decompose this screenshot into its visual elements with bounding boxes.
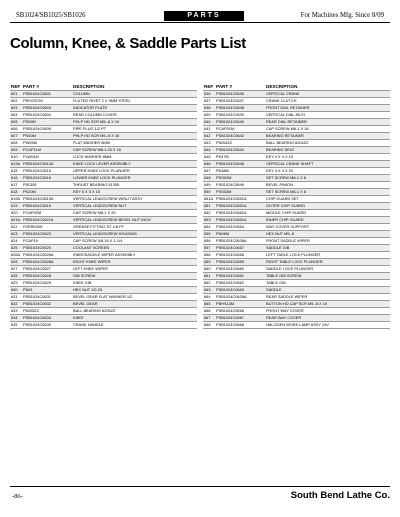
ref-cell: 616 <box>10 175 22 182</box>
part-number-cell: P51305 <box>22 182 72 189</box>
description-cell: LOCK WASHER 8MM <box>72 154 197 161</box>
ref-cell: 645 <box>203 154 215 161</box>
ref-column-header: REF <box>11 84 21 89</box>
description-cell: TABLE GIB <box>265 280 390 287</box>
table-row <box>10 189 197 196</box>
description-column-header: DESCRIPTION <box>266 84 298 89</box>
ref-cell: 654 <box>203 224 215 231</box>
description-cell: OUTER CHIP GUARD <box>265 203 390 210</box>
description-cell: HEX NUT 1/2-20 <box>72 287 197 294</box>
description-cell: VERTICAL CRANK <box>265 91 390 98</box>
table-row <box>10 210 197 217</box>
description-cell: FLAT WASHER 6MM <box>72 140 197 147</box>
part-number-cell: PSB1024C0629 <box>22 280 72 287</box>
table-row <box>203 133 390 140</box>
description-cell: CAP SCREW M8-1.25 X 16 <box>72 147 197 154</box>
description-cell: REAR DIAL RETAINER <box>265 119 390 126</box>
description-column-header: DESCRIPTION <box>73 84 105 89</box>
ref-cell: 630 <box>10 287 22 294</box>
part-column-header: PART # <box>23 84 39 89</box>
ref-cell: 642 <box>203 133 215 140</box>
part-number-cell: PSB1024C0651A <box>215 217 265 224</box>
ref-cell: 648 <box>203 175 215 182</box>
footer-divider <box>10 486 390 487</box>
description-cell: REAR WAY COVER <box>265 315 390 322</box>
table-row <box>203 112 390 119</box>
section-tab: PARTS <box>164 11 244 21</box>
part-number-cell: PSB1024C0616 <box>22 175 72 182</box>
description-cell: BUTTON HD CAP SCR M5-.8 X 15 <box>265 301 390 308</box>
part-number-cell: PSB1024C0621A <box>22 217 72 224</box>
part-number-cell: PSB1024C0632 <box>22 301 72 308</box>
ref-cell: 665 <box>203 301 215 308</box>
part-number-cell: PSS03M <box>215 189 265 196</box>
table-row <box>203 210 390 217</box>
description-cell: CRANK CLUTCH <box>265 98 390 105</box>
parts-table-left <box>10 84 197 329</box>
table-row <box>203 308 390 315</box>
part-number-cell: PSB1024C0604 <box>22 112 72 119</box>
table-row <box>203 189 390 196</box>
ref-cell: 623 <box>10 231 22 238</box>
page-header <box>10 11 390 21</box>
ref-cell: 661 <box>203 273 215 280</box>
part-number-cell: PN06M <box>215 231 265 238</box>
part-column-header: PART # <box>216 84 232 89</box>
ref-cell: 624 <box>10 238 22 245</box>
ref-cell: 663 <box>203 287 215 294</box>
ref-cell: 628 <box>10 273 22 280</box>
table-row <box>10 252 197 259</box>
table-row <box>203 98 390 105</box>
ref-cell: 606 <box>10 126 22 133</box>
table-row <box>203 147 390 154</box>
table-row <box>10 217 197 224</box>
table-row <box>203 315 390 322</box>
description-cell: VERTICAL LEADSCREW W/NUT ASSY <box>72 196 197 203</box>
part-number-cell: PSB1024C0660 <box>215 266 265 273</box>
table-row <box>10 196 197 203</box>
part-number-cell: P6205ZZ <box>22 308 72 315</box>
description-cell: REAR SADDLE WIPER <box>265 294 390 301</box>
part-number-cell: PLW04M <box>22 154 72 161</box>
ref-cell: 656 <box>203 238 215 245</box>
table-row <box>203 161 390 168</box>
part-number-cell: PSB1024C0651A <box>215 203 265 210</box>
description-cell: TABLE GIB SCREW <box>265 273 390 280</box>
part-number-cell: PSB1024C0603 <box>22 105 72 112</box>
table-row <box>203 259 390 266</box>
ref-cell: 651A <box>204 196 214 201</box>
description-cell: CAP SCREW M6-1 X 20 <box>72 210 197 217</box>
part-number-cell: PCAP19 <box>22 238 72 245</box>
ref-cell: 652 <box>203 210 215 217</box>
part-number-cell: PK47M <box>215 154 265 161</box>
ref-column-header: REF <box>204 84 214 89</box>
table-row <box>10 266 197 273</box>
table-row <box>203 154 390 161</box>
table-row <box>10 287 197 294</box>
part-number-cell: PSB1024C0639 <box>215 112 265 119</box>
table-row <box>203 245 390 252</box>
part-number-cell: PSB1024C0654 <box>215 224 265 231</box>
parts-table-body <box>10 91 197 329</box>
ref-cell: 615 <box>10 168 22 175</box>
description-cell: VERTICAL DIAL INCH <box>265 112 390 119</box>
table-row <box>203 266 390 273</box>
table-row <box>10 280 197 287</box>
description-cell: HALOGEN WORK LAMP ASSY 24V <box>265 322 390 329</box>
description-cell: KEY 4 X 4 X 15 <box>265 154 390 161</box>
description-cell: KEY 4 X 4 X 20 <box>265 168 390 175</box>
part-number-cell: PSB1024C0667 <box>215 315 265 322</box>
part-number-cell: PSB1024C0626A <box>215 294 265 301</box>
description-cell: LEFT KNEE WIPER <box>72 266 197 273</box>
part-number-cell: PCAP11M <box>22 147 72 154</box>
table-row <box>10 245 197 252</box>
part-number-cell: P6204ZZ <box>215 140 265 147</box>
ref-cell: 634 <box>10 315 22 322</box>
description-cell: RIGHT KNEE WIPER <box>72 259 197 266</box>
part-number-cell: PSB1024C0661 <box>215 273 265 280</box>
ref-cell: 619 <box>10 203 22 210</box>
part-number-cell: PSB1024C0646 <box>215 161 265 168</box>
part-number-cell: PSB1024C0649 <box>215 182 265 189</box>
part-number-cell: PSB1024C0615 <box>22 168 72 175</box>
table-row <box>10 175 197 182</box>
part-number-cell: PSB1024C0658 <box>215 252 265 259</box>
description-cell: BALL BEARING 6205ZZ <box>72 308 197 315</box>
description-cell: VERTICAL LEADSCREW NUT <box>72 203 197 210</box>
table-row <box>10 182 197 189</box>
description-cell: CAP SCREW M6-1 X 16 <box>265 126 390 133</box>
table-row <box>10 238 197 245</box>
description-cell: VERTICAL LEADSCREW BEVEL NUT INCH <box>72 217 197 224</box>
table-row <box>10 322 197 329</box>
part-number-cell: PSB1024C0619A <box>22 196 72 203</box>
ref-cell: 655 <box>203 231 215 238</box>
part-number-cell: PSB1024C0651A <box>215 210 265 217</box>
ref-cell: 608 <box>10 140 22 147</box>
part-number-cell: PRIVO07M <box>22 98 72 105</box>
description-cell: CHIP GUARD SET <box>265 196 390 203</box>
part-number-cell: PSB1024C0657 <box>215 245 265 252</box>
table-row <box>203 217 390 224</box>
page-title: Column, Knee, & Saddle Parts List <box>10 35 246 52</box>
table-row <box>203 203 390 210</box>
ref-cell: 613A <box>11 161 21 166</box>
ref-cell: 638 <box>203 105 215 112</box>
part-number-cell: PK48M <box>215 168 265 175</box>
part-number-cell: PSB1024C0619 <box>22 203 72 210</box>
table-row <box>10 161 197 168</box>
part-number-cell: PCAP02M <box>22 210 72 217</box>
table-row <box>203 140 390 147</box>
ref-cell: 604 <box>10 112 22 119</box>
ref-cell: 603 <box>10 105 22 112</box>
part-number-cell: PSB1024C0623 <box>22 231 72 238</box>
ref-cell: 629 <box>10 280 22 287</box>
table-row <box>203 294 390 301</box>
table-row <box>10 301 197 308</box>
ref-cell: 631 <box>10 294 22 301</box>
part-number-cell: PSB1024C0663 <box>215 287 265 294</box>
description-cell: INNER CHIP GUARD <box>265 217 390 224</box>
part-number-cell: PSB1024C0638 <box>215 105 265 112</box>
part-number-cell: PSB1024C0606 <box>22 126 72 133</box>
part-number-cell: PW03M <box>22 140 72 147</box>
description-cell: VERTICAL CRANK SHAFT <box>265 161 390 168</box>
table-row <box>203 119 390 126</box>
ref-cell: 601 <box>10 91 22 98</box>
table-row <box>10 154 197 161</box>
table-row <box>10 133 197 140</box>
table-row <box>203 182 390 189</box>
ref-cell: 620 <box>10 210 22 217</box>
description-cell: FLUTED RIVET 2 X 5MM STEEL <box>72 98 197 105</box>
ref-cell: 625 <box>10 245 22 252</box>
part-number-cell: PSB1024C0662 <box>215 280 265 287</box>
ref-cell: 633 <box>10 308 22 315</box>
ref-cell: 641 <box>203 126 215 133</box>
ref-cell: 627 <box>10 266 22 273</box>
description-cell: VERTICAL LEADSCREW HOUSING <box>72 231 197 238</box>
part-number-cell: PSB1024C0636 <box>215 91 265 98</box>
table-row <box>203 168 390 175</box>
table-row <box>203 126 390 133</box>
ref-cell: 626A <box>11 252 21 257</box>
ref-cell: 640 <box>203 119 215 126</box>
description-cell: PIPE PLUG 1/2 PT <box>72 126 197 133</box>
ref-cell: 617 <box>10 182 22 189</box>
part-number-cell: PK20M <box>22 189 72 196</box>
brand-name: South Bend Lathe Co. <box>290 490 390 501</box>
table-row <box>10 224 197 231</box>
part-number-cell: PSB1024C0637 <box>215 98 265 105</box>
description-cell: REAR COLUMN COVER <box>72 112 197 119</box>
ref-cell: 644 <box>203 147 215 154</box>
ref-cell: 657 <box>203 245 215 252</box>
ref-cell: 639 <box>203 112 215 119</box>
ref-cell: 637 <box>203 98 215 105</box>
description-cell: BEVEL GEAR <box>72 301 197 308</box>
part-number-cell: PSB1024C0668 <box>215 322 265 329</box>
description-cell: SET SCREW M6-1 X 8 <box>265 189 390 196</box>
table-row <box>203 322 390 329</box>
parts-table-body <box>203 91 390 329</box>
part-number-cell: PZERK005 <box>22 224 72 231</box>
description-cell: LEFT TABLE LOCK PLUNGER <box>265 252 390 259</box>
description-cell: PHLP HD SCR M5-.8 X 10 <box>72 119 197 126</box>
table-row <box>203 238 390 245</box>
ref-cell: 662 <box>203 280 215 287</box>
part-number-cell: PCAP01M <box>215 126 265 133</box>
description-cell: FRONT WAY COVER <box>265 308 390 315</box>
description-cell: KNEE LOCK LEVER ASSEMBLY <box>72 161 197 168</box>
ref-cell: 643 <box>203 140 215 147</box>
ref-cell: 610 <box>10 154 22 161</box>
ref-cell: 659 <box>203 259 215 266</box>
part-number-cell: PS09M <box>22 119 72 126</box>
ref-cell: 602 <box>10 98 22 105</box>
description-cell: PHLP HD SCR M5-.8 X 16 <box>72 133 197 140</box>
part-number-cell: PSB1024C0642 <box>215 133 265 140</box>
ref-cell: 635 <box>10 322 22 329</box>
part-number-cell: PSB1024C0613A <box>22 161 72 168</box>
description-cell: KNEE/SADDLE WIPER ASSEMBLY <box>72 252 197 259</box>
part-number-cell: PSB1024C0626A <box>22 252 72 259</box>
table-row <box>10 203 197 210</box>
table-row <box>10 126 197 133</box>
ref-cell: 650 <box>203 189 215 196</box>
part-number-cell: PN01 <box>22 287 72 294</box>
table-row <box>10 231 197 238</box>
page-number: -86- <box>12 493 23 500</box>
description-cell: KNEE GIB <box>72 280 197 287</box>
part-number-cell: PSB1024C0625 <box>22 245 72 252</box>
part-number-cell: PS40M <box>22 133 72 140</box>
ref-cell: 664 <box>203 294 215 301</box>
part-number-cell: PSB1024C0635 <box>22 322 72 329</box>
description-cell: MIDDLE CHIP GUARD <box>265 210 390 217</box>
part-number-cell: PSB1024C0666 <box>215 308 265 315</box>
ref-cell: 609 <box>10 147 22 154</box>
description-cell: CRANK HANDLE <box>72 322 197 329</box>
part-number-cell: PSB1024C0651A <box>215 196 265 203</box>
description-cell: COOLANT SCREEN <box>72 245 197 252</box>
table-row <box>203 91 390 98</box>
model-numbers: SB1024/SB1025/SB1026 <box>16 12 86 19</box>
description-cell: RIGHT TABLE LOCK PLUNGER <box>265 259 390 266</box>
ref-cell: 651 <box>203 203 215 210</box>
table-row <box>10 98 197 105</box>
ref-cell: 626 <box>10 259 22 266</box>
description-cell: COLUMN <box>72 91 197 98</box>
table-row <box>203 175 390 182</box>
description-cell: THRUST BEARING 51305 <box>72 182 197 189</box>
part-number-cell: PSB1024C0601 <box>22 91 72 98</box>
ref-cell: 621A <box>11 217 21 222</box>
table-row <box>10 259 197 266</box>
table-row <box>10 273 197 280</box>
part-number-cell: PSB1024C0644 <box>215 147 265 154</box>
description-cell: SADDLE GIB <box>265 245 390 252</box>
table-row <box>203 280 390 287</box>
description-cell: BEARING SEAT <box>265 147 390 154</box>
ref-cell: 607 <box>10 133 22 140</box>
part-number-cell: PSB1024C0631 <box>22 294 72 301</box>
table-row <box>10 308 197 315</box>
ref-cell: 658 <box>203 252 215 259</box>
table-row <box>203 287 390 294</box>
description-cell: BEVEL GEAR FLAT WASHER 1/2 <box>72 294 197 301</box>
description-cell: SADDLE LOCK PLUNGER <box>265 266 390 273</box>
ref-cell: 649 <box>203 182 215 189</box>
table-row <box>203 273 390 280</box>
table-row <box>203 105 390 112</box>
part-number-cell: PSB1024C0659 <box>215 259 265 266</box>
table-row <box>203 231 390 238</box>
description-cell: CAP SCREW 3/8-16 X 1-1/4 <box>72 238 197 245</box>
part-number-cell: PSB1024C0627 <box>22 266 72 273</box>
ref-cell: 653 <box>203 217 215 224</box>
description-cell: GREASE FITTING ST 1/8 PT <box>72 224 197 231</box>
ref-cell: 636 <box>203 91 215 98</box>
description-cell: INDICATOR PLATE <box>72 105 197 112</box>
table-row <box>203 196 390 203</box>
part-number-cell: PSB1024C0626A <box>22 259 72 266</box>
table-row <box>10 315 197 322</box>
description-cell: BALL BEARING 6204ZZ <box>265 140 390 147</box>
description-cell: FRONT DIAL RETAINER <box>265 105 390 112</box>
ref-cell: 622 <box>10 224 22 231</box>
table-row <box>10 112 197 119</box>
table-row <box>203 224 390 231</box>
table-row <box>203 301 390 308</box>
ref-cell: 666 <box>203 308 215 315</box>
ref-cell: 619A <box>11 196 21 201</box>
ref-cell: 660 <box>203 266 215 273</box>
table-row <box>10 294 197 301</box>
description-cell: BEARING RETAINER <box>265 133 390 140</box>
description-cell: BEVEL PINION <box>265 182 390 189</box>
description-cell: GIB SCREW <box>72 273 197 280</box>
part-number-cell: PSB1024C0628 <box>22 273 72 280</box>
header-divider <box>10 22 390 23</box>
part-number-cell: PBHS13M <box>215 301 265 308</box>
table-row <box>10 168 197 175</box>
ref-cell: 605 <box>10 119 22 126</box>
description-cell: SADDLE <box>265 287 390 294</box>
description-cell: FRONT SADDLE WIPER <box>265 238 390 245</box>
description-cell: KEY 5 X 5 X 15 <box>72 189 197 196</box>
part-number-cell: PSB1024C0626A <box>215 238 265 245</box>
header-tagline: For Machines Mfg. Since 8/09 <box>300 12 384 19</box>
description-cell: SET SCREW M6-1 X 6 <box>265 175 390 182</box>
part-number-cell: PSS02M <box>215 175 265 182</box>
table-row <box>10 119 197 126</box>
ref-cell: 668 <box>203 322 215 329</box>
part-number-cell: PSB1024C0640 <box>215 119 265 126</box>
ref-cell: 647 <box>203 168 215 175</box>
ref-cell: 646 <box>203 161 215 168</box>
description-cell: HEX NUT M5-.8 <box>265 231 390 238</box>
table-row <box>10 105 197 112</box>
parts-table-right <box>203 84 390 329</box>
ref-cell: 618 <box>10 189 22 196</box>
table-row <box>10 140 197 147</box>
table-row <box>203 252 390 259</box>
ref-cell: 667 <box>203 315 215 322</box>
description-cell: WAY COVER SUPPORT <box>265 224 390 231</box>
description-cell: KNEE <box>72 315 197 322</box>
part-number-cell: PSB1024C0634 <box>22 315 72 322</box>
table-row <box>10 147 197 154</box>
ref-cell: 632 <box>10 301 22 308</box>
table-row <box>10 91 197 98</box>
description-cell: LOWER KNEE LOCK PLUNGER <box>72 175 197 182</box>
description-cell: UPPER KNEE LOCK PLUNGER <box>72 168 197 175</box>
